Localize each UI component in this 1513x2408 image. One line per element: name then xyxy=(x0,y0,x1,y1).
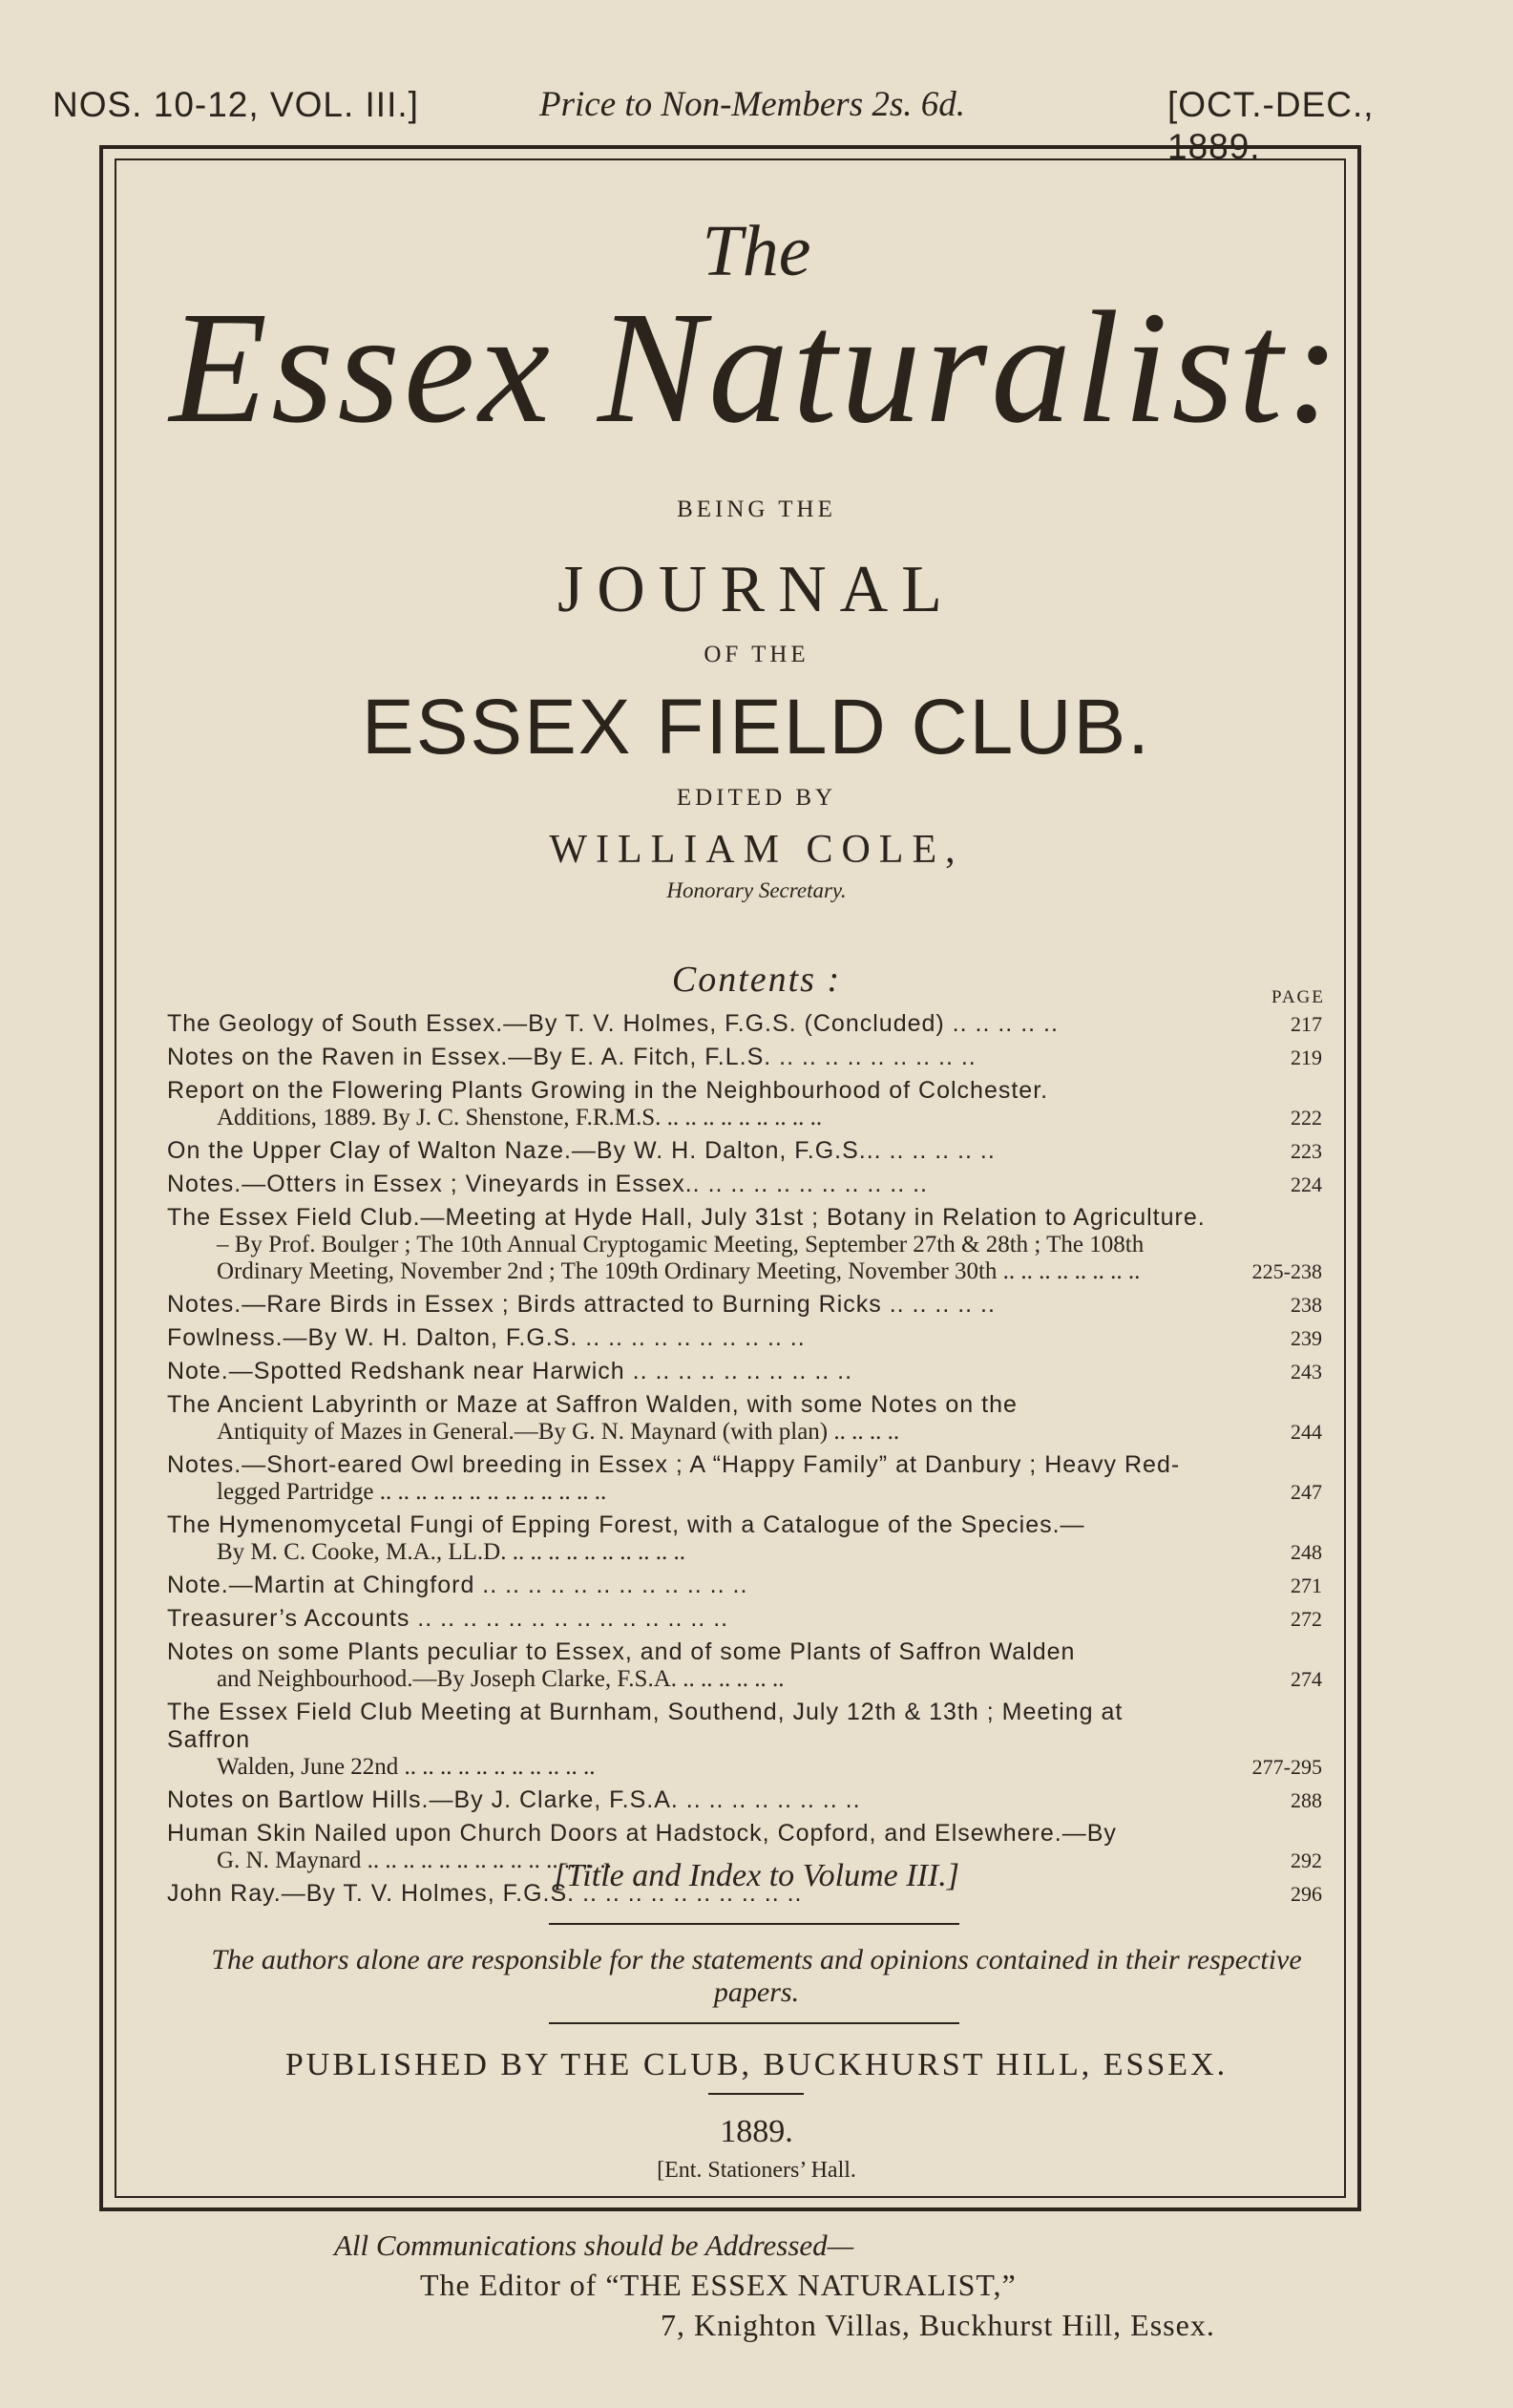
toc-entry-title: Note.—Spotted Redshank near Harwich .. .. .. .. .. .. .. .. .. .. xyxy=(167,1358,853,1384)
toc-entry-page: 239 xyxy=(1291,1326,1322,1350)
publisher-line: PUBLISHED BY THE CLUB, BUCKHURST HILL, ESSEX. xyxy=(284,2047,1229,2082)
toc-entry xyxy=(167,1451,1322,1506)
editor-name: WILLIAM COLE, xyxy=(549,828,964,872)
toc-entry xyxy=(167,1358,1322,1385)
toc-entry xyxy=(167,1171,1322,1198)
stationers-hall: [Ent. Stationers’ Hall. xyxy=(657,2158,856,2183)
toc-entry-page: 243 xyxy=(1291,1360,1322,1384)
disclaimer-text: The authors alone are responsible for the statements and opinions contained in their respective papers. xyxy=(211,1944,1302,2008)
toc-entry xyxy=(167,1324,1322,1352)
address-location: 7, Knighton Villas, Buckhurst Hill, Essex. xyxy=(661,2308,1215,2342)
toc-entry-continuation: – By Prof. Boulger ; The 10th Annual Cryptogamic Meeting, September 27th & 28th ; The 108th Ordinary Meeting, November 2nd ; The 109th Ordinary Meeting, November 30th .. .. .. .. .. .. .. .. xyxy=(217,1232,1145,1284)
toc-entry-page: 224 xyxy=(1291,1172,1322,1196)
toc-entry-page: 225-238 xyxy=(1251,1259,1322,1283)
toc-entry xyxy=(167,1638,1322,1693)
edited-by: EDITED BY xyxy=(676,785,837,811)
toc-entry-title: Human Skin Nailed upon Church Doors at Hadstock, Copford, and Elsewhere.—By xyxy=(167,1820,1117,1847)
toc-entry-page: 222 xyxy=(1291,1106,1322,1130)
toc-entry-page: 244 xyxy=(1291,1420,1322,1444)
toc-entry-continuation: G. N. Maynard .. .. .. .. .. .. .. .. .. .. .. .. .. .. xyxy=(217,1848,612,1873)
toc-entry xyxy=(167,1605,1322,1633)
masthead-being-the: BEING THE xyxy=(677,496,836,522)
toc-entry-title: The Geology of South Essex.—By T. V. Holmes, F.G.S. (Concluded) .. .. .. .. .. xyxy=(167,1010,1059,1037)
toc-entry-title: Notes on the Raven in Essex.—By E. A. Fitch, F.L.S. .. .. .. .. .. .. .. .. .. xyxy=(167,1044,977,1070)
toc-entry-continuation: Antiquity of Mazes in General.—By G. N. Maynard (with plan) .. .. .. .. xyxy=(217,1419,900,1445)
divider-rule xyxy=(549,1923,959,1925)
divider-rule xyxy=(708,2093,804,2095)
toc-entry-page: 272 xyxy=(1291,1607,1322,1631)
toc-entry-title: On the Upper Clay of Walton Naze.—By W. H. Dalton, F.G.S... .. .. .. .. .. xyxy=(167,1137,996,1164)
divider-rule xyxy=(549,2022,959,2024)
editor-role: Honorary Secretary. xyxy=(666,878,847,902)
toc-entry xyxy=(167,1137,1322,1165)
toc-entry xyxy=(167,1077,1322,1131)
toc-entry-page: 223 xyxy=(1291,1139,1322,1163)
toc-entry-page: 271 xyxy=(1291,1574,1322,1597)
toc-entry-page: 277-295 xyxy=(1251,1755,1322,1779)
toc-entry-page: 292 xyxy=(1291,1848,1322,1872)
toc-entry-title: Notes.—Short-eared Owl breeding in Essex ; A “Happy Family” at Danbury ; Heavy Red- xyxy=(167,1451,1181,1478)
toc-entry-page: 238 xyxy=(1291,1293,1322,1317)
table-of-contents xyxy=(167,1010,1322,1913)
toc-entry-title: The Ancient Labyrinth or Maze at Saffron Walden, with some Notes on the xyxy=(167,1391,1018,1418)
toc-entry-continuation: Walden, June 22nd .. .. .. .. .. .. .. .. .. .. .. xyxy=(217,1754,596,1780)
contents-page-label: PAGE xyxy=(1271,987,1325,1007)
contents-heading: Contents : xyxy=(671,960,842,1000)
toc-entry-title: The Essex Field Club.—Meeting at Hyde Hall, July 31st ; Botany in Relation to Agriculture. xyxy=(167,1204,1206,1231)
masthead-journal: JOURNAL xyxy=(557,553,956,626)
title-index-note: [Title and Index to Volume III.] xyxy=(554,1858,959,1893)
issue-price: Price to Non-Members 2s. 6d. xyxy=(539,85,965,124)
toc-entry-title: Notes on Bartlow Hills.—By J. Clarke, F.S.A. .. .. .. .. .. .. .. .. xyxy=(167,1786,861,1813)
toc-entry-continuation: Additions, 1889. By J. C. Shenstone, F.R.M.S. .. .. .. .. .. .. .. .. .. xyxy=(217,1105,823,1130)
masthead-the: The xyxy=(702,211,811,291)
toc-entry-title: Notes.—Otters in Essex ; Vineyards in Essex.. .. .. .. .. .. .. .. .. .. .. xyxy=(167,1171,928,1197)
toc-entry-page: 274 xyxy=(1291,1667,1322,1691)
issue-number: NOS. 10-12, VOL. III.] xyxy=(53,85,419,124)
toc-entry xyxy=(167,1391,1322,1446)
masthead-title: Essex Naturalist: xyxy=(169,279,1344,456)
toc-entry-continuation: and Neighbourhood.—By Joseph Clarke, F.S.A. .. .. .. .. .. .. xyxy=(217,1666,785,1692)
toc-entry-page: 248 xyxy=(1291,1540,1322,1564)
toc-entry-title: John Ray.—By T. V. Holmes, F.G.S. .. .. .. .. .. .. .. .. .. .. xyxy=(167,1880,803,1907)
publication-year: 1889. xyxy=(720,2114,793,2149)
toc-entry-title: Report on the Flowering Plants Growing in the Neighbourhood of Colchester. xyxy=(167,1077,1049,1104)
toc-entry-title: Notes.—Rare Birds in Essex ; Birds attracted to Burning Ricks .. .. .. .. .. xyxy=(167,1291,996,1318)
masthead-of-the: OF THE xyxy=(704,642,809,667)
toc-entry xyxy=(167,1204,1322,1285)
toc-entry xyxy=(167,1511,1322,1566)
toc-entry-page: 296 xyxy=(1291,1882,1322,1906)
toc-entry-page: 219 xyxy=(1291,1046,1322,1069)
address-intro: All Communications should be Addressed— xyxy=(334,2228,854,2262)
toc-entry-title: Treasurer’s Accounts .. .. .. .. .. .. .. .. .. .. .. .. .. .. xyxy=(167,1605,729,1632)
toc-entry xyxy=(167,1291,1322,1319)
toc-entry-title: The Hymenomycetal Fungi of Epping Forest, with a Catalogue of the Species.— xyxy=(167,1511,1085,1538)
toc-entry-continuation: legged Partridge .. .. .. .. .. .. .. .. .. .. .. .. .. xyxy=(217,1479,607,1505)
toc-entry xyxy=(167,1786,1322,1814)
toc-entry xyxy=(167,1044,1322,1071)
issue-date: [OCT.-DEC., 1889. xyxy=(1167,85,1375,166)
disclaimer xyxy=(191,1944,1322,2009)
toc-entry-title: Fowlness.—By W. H. Dalton, F.G.S. .. .. .. .. .. .. .. .. .. .. xyxy=(167,1324,806,1351)
toc-entry-page: 247 xyxy=(1291,1480,1322,1504)
toc-entry-page: 217 xyxy=(1291,1012,1322,1036)
toc-entry-title: Notes on some Plants peculiar to Essex, and of some Plants of Saffron Walden xyxy=(167,1638,1076,1665)
toc-entry xyxy=(167,1572,1322,1599)
toc-entry-title: The Essex Field Club Meeting at Burnham, Southend, July 12th & 13th ; Meeting at Saffron xyxy=(167,1699,1124,1753)
toc-entry-title: Note.—Martin at Chingford .. .. .. .. .. .. .. .. .. .. .. .. xyxy=(167,1572,748,1598)
masthead-club: ESSEX FIELD CLUB. xyxy=(362,684,1151,771)
toc-entry xyxy=(167,1010,1322,1038)
toc-entry-page: 288 xyxy=(1291,1788,1322,1812)
address-editor: The Editor of “THE ESSEX NATURALIST,” xyxy=(420,2268,1017,2302)
toc-entry xyxy=(167,1699,1322,1781)
toc-entry-continuation: By M. C. Cooke, M.A., LL.D. .. .. .. .. .. .. .. .. .. .. xyxy=(217,1539,685,1565)
